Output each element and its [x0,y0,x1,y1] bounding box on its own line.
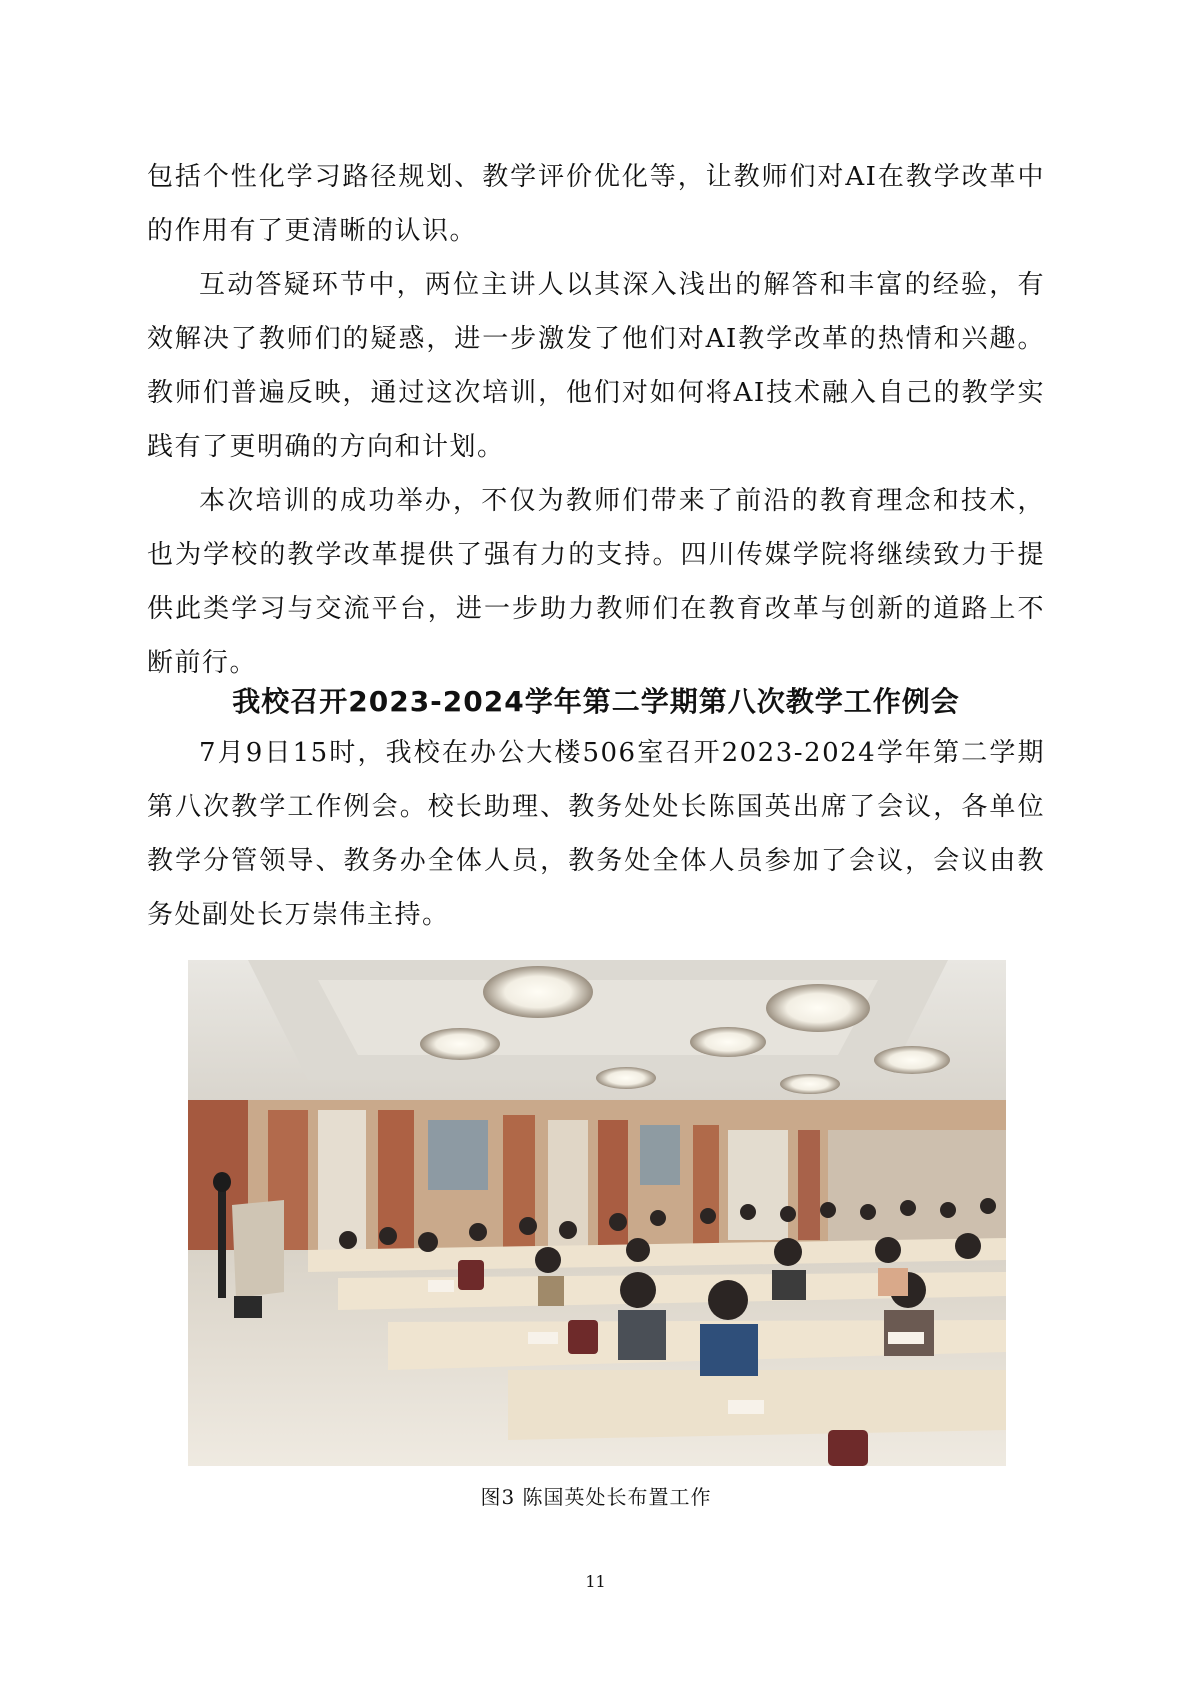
paragraph-training-summary: 本次培训的成功举办，不仅为教师们带来了前沿的教育理念和技术，也为学校的教学改革提供了强有力的支持。四川传媒学院将继续致力于提供此类学习与交流平台，进一步助力教师们在教育改革与创新的道路上不断前行。 [147,486,1045,678]
paragraph-continuation: 包括个性化学习路径规划、教学评价优化等，让教师们对AI在教学改革中的作用有了更清晰的认识。 [147,162,1045,246]
page-number: 11 [585,1572,606,1591]
meeting-photo [188,960,1006,1466]
figure-caption: 图3 陈国英处长布置工作 [480,1485,712,1509]
article-body: 7月9日15时，我校在办公大楼506室召开2023-2024学年第二学期第八次教学工作例会。校长助理、教务处处长陈国英出席了会议，各单位教学分管领导、教务办全体人员，教务处全体人员参加了会议，会议由教务处副处长万崇伟主持。 [147,738,1045,930]
article-title: 我校召开2023-2024学年第二学期第八次教学工作例会 [232,685,960,718]
paragraph-qa-session: 互动答疑环节中，两位主讲人以其深入浅出的解答和丰富的经验，有效解决了教师们的疑惑，进一步激发了他们对AI教学改革的热情和兴趣。教师们普遍反映，通过这次培训，他们对如何将AI技术融入自己的教学实践有了更明确的方向和计划。 [147,270,1045,462]
